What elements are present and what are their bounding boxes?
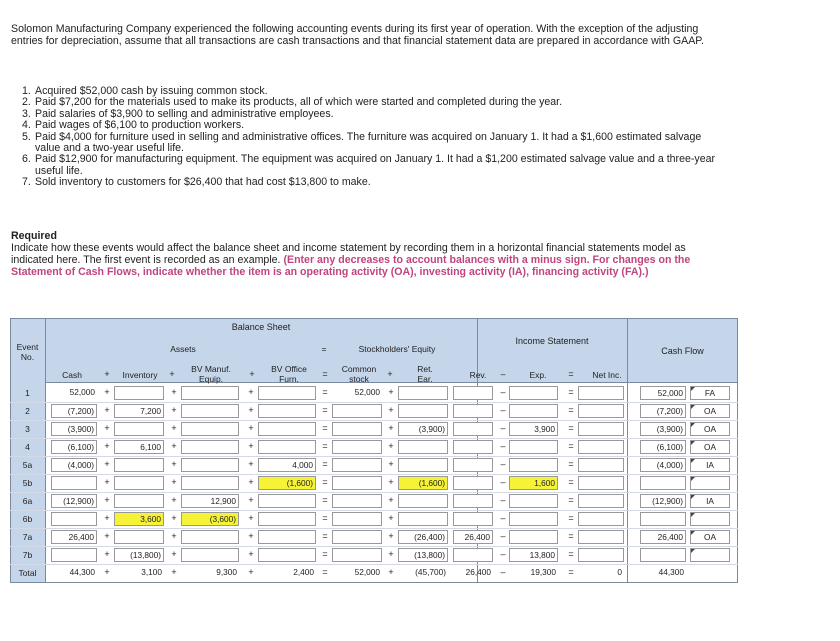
equals-sign: = xyxy=(322,477,328,487)
ret-earnings-header: Ret. xyxy=(417,364,433,374)
plus-sign: + xyxy=(104,441,110,451)
ret-input[interactable] xyxy=(398,494,448,508)
equals-sign: = xyxy=(322,531,328,541)
cash-input[interactable] xyxy=(51,476,97,490)
row-divider xyxy=(10,492,738,493)
common-input[interactable] xyxy=(332,494,382,508)
cf-input: 44,300 xyxy=(658,567,684,577)
ret-input: (45,700) xyxy=(415,567,446,577)
equals-sign: = xyxy=(322,495,328,505)
inventory-input[interactable]: 3,600 xyxy=(114,512,164,526)
plus-sign: + xyxy=(171,495,177,505)
row-divider xyxy=(10,456,738,457)
plus-sign: + xyxy=(388,423,394,433)
event-number-cell: 6a xyxy=(22,496,33,506)
plus-sign: + xyxy=(104,549,110,559)
row-divider xyxy=(10,546,738,547)
row-divider xyxy=(10,510,738,511)
cf-input[interactable]: (7,200) xyxy=(640,404,686,418)
row-divider xyxy=(10,420,738,421)
plus-sign: + xyxy=(388,549,394,559)
plus-sign: + xyxy=(388,567,394,577)
event-number-cell: 5b xyxy=(22,478,33,488)
equals-sign: = xyxy=(568,567,574,577)
plus-sign: + xyxy=(171,405,177,415)
office-input: 2,400 xyxy=(293,567,314,577)
inventory-input[interactable] xyxy=(114,422,164,436)
event-number-cell: 5a xyxy=(22,460,33,470)
minus-sign: – xyxy=(500,549,506,559)
event-number: 6. xyxy=(22,153,31,166)
cf-input[interactable]: (12,900) xyxy=(640,494,686,508)
common-input: 52,000 xyxy=(354,567,380,577)
manuf-input[interactable] xyxy=(181,440,239,454)
equals-sign: = xyxy=(568,405,574,415)
plus-sign: + xyxy=(104,405,110,415)
cash-input[interactable]: (7,200) xyxy=(51,404,97,418)
financial-statements-model xyxy=(10,318,738,583)
cash-flow-header: Cash Flow xyxy=(661,346,704,356)
minus-sign: – xyxy=(500,387,506,397)
plus-sign: + xyxy=(248,387,254,397)
office-input[interactable] xyxy=(258,530,316,544)
required-instructions xyxy=(11,242,721,279)
equals-sign: = xyxy=(322,387,328,397)
net-income-header: Net Inc. xyxy=(592,370,622,380)
plus-sign: + xyxy=(388,495,394,505)
plus-sign: + xyxy=(104,423,110,433)
plus-sign: + xyxy=(171,477,177,487)
net-input[interactable] xyxy=(578,476,624,490)
cf-input[interactable]: (6,100) xyxy=(640,440,686,454)
equals-sign: = xyxy=(322,549,328,559)
equals-sign: = xyxy=(322,423,328,433)
plus-sign: + xyxy=(249,369,255,379)
event-no-header: No. xyxy=(20,352,35,362)
required-highlight: (Enter any decreases to account balances with a minus sign. For changes on the Statement of Cash Flows, indicate whether the item is an operating activity (OA), investing activity (IA), financing activity (FA).) xyxy=(11,254,691,279)
cash-flow-activity-select[interactable] xyxy=(690,476,730,490)
equals-sign: = xyxy=(568,477,574,487)
plus-sign: + xyxy=(248,459,254,469)
inventory-input[interactable] xyxy=(114,476,164,490)
stockholders-equity-header: Stockholders' Equity xyxy=(358,344,436,354)
plus-sign: + xyxy=(248,441,254,451)
minus-sign: – xyxy=(500,369,506,379)
equals-sign: = xyxy=(322,369,328,379)
common-input[interactable] xyxy=(332,422,382,436)
common-stock-header: Common xyxy=(341,364,377,374)
equals-sign: = xyxy=(568,531,574,541)
plus-sign: + xyxy=(171,441,177,451)
common-input[interactable] xyxy=(332,458,382,472)
common-input[interactable] xyxy=(332,530,382,544)
plus-sign: + xyxy=(248,531,254,541)
cf-input: 52,000 xyxy=(640,386,686,400)
office-input[interactable] xyxy=(258,494,316,508)
cf-input[interactable]: (3,900) xyxy=(640,422,686,436)
net-input[interactable] xyxy=(578,530,624,544)
equals-sign: = xyxy=(322,405,328,415)
event-text: Paid $12,900 for manufacturing equipment. The equipment was acquired on January 1. It had a $1,200 estimated salvage value and a three-year useful life. xyxy=(35,153,716,177)
plus-sign: + xyxy=(104,495,110,505)
event-number-cell: 1 xyxy=(25,388,30,398)
minus-sign: – xyxy=(500,477,506,487)
ret-input[interactable]: (3,900) xyxy=(398,422,448,436)
cash-input[interactable]: (6,100) xyxy=(51,440,97,454)
inventory-input[interactable]: 6,100 xyxy=(114,440,164,454)
inventory-input[interactable]: (13,800) xyxy=(114,548,164,562)
office-input[interactable] xyxy=(258,512,316,526)
plus-sign: + xyxy=(388,405,394,415)
inventory-input[interactable] xyxy=(114,458,164,472)
rev-input[interactable] xyxy=(453,404,493,418)
manuf-input: 9,300 xyxy=(216,567,237,577)
event-number-cell: 4 xyxy=(25,442,30,452)
cash-flow-activity-select[interactable]: OA xyxy=(690,530,730,544)
ret-input[interactable] xyxy=(398,458,448,472)
equals-sign: = xyxy=(568,513,574,523)
plus-sign: + xyxy=(248,477,254,487)
plus-sign: + xyxy=(171,387,177,397)
manuf-input[interactable]: 12,900 xyxy=(181,494,239,508)
inventory-input xyxy=(114,386,164,400)
rev-input: 26,400 xyxy=(465,567,491,577)
row-divider xyxy=(10,474,738,475)
cash-flow-activity-select[interactable]: OA xyxy=(690,422,730,436)
event-text: Paid $7,200 for the materials used to make its products, all of which were started and completed during the year. xyxy=(35,96,563,109)
ret-input[interactable] xyxy=(398,440,448,454)
ret-input[interactable] xyxy=(398,512,448,526)
equals-sign: = xyxy=(322,513,328,523)
common-input: 52,000 xyxy=(354,387,380,397)
net-input[interactable] xyxy=(578,512,624,526)
minus-sign: – xyxy=(500,513,506,523)
plus-sign: + xyxy=(171,459,177,469)
cash-input[interactable]: (3,900) xyxy=(51,422,97,436)
plus-sign: + xyxy=(388,477,394,487)
balance-sheet-header: Balance Sheet xyxy=(231,322,291,332)
event-item xyxy=(22,154,722,177)
cash-input[interactable]: (12,900) xyxy=(51,494,97,508)
cf-input[interactable]: (4,000) xyxy=(640,458,686,472)
net-input: 0 xyxy=(617,567,622,577)
cf-input[interactable]: 26,400 xyxy=(640,530,686,544)
event-number-cell: Total xyxy=(18,568,37,578)
cash-input: 44,300 xyxy=(69,567,95,577)
expense-header: Exp. xyxy=(529,370,547,380)
cf-input[interactable] xyxy=(640,548,686,562)
plus-sign: + xyxy=(248,495,254,505)
minus-sign: – xyxy=(500,441,506,451)
plus-sign: + xyxy=(171,567,177,577)
minus-sign: – xyxy=(500,531,506,541)
cash-flow-activity-select[interactable] xyxy=(690,512,730,526)
inventory-input: 3,100 xyxy=(141,567,162,577)
plus-sign: + xyxy=(171,423,177,433)
common-input[interactable] xyxy=(332,404,382,418)
manuf-input xyxy=(181,386,239,400)
common-input[interactable] xyxy=(332,548,382,562)
rev-input xyxy=(453,386,493,400)
exp-input[interactable] xyxy=(509,512,558,526)
common-input[interactable] xyxy=(332,440,382,454)
cash-input: 52,000 xyxy=(69,387,95,397)
rev-input[interactable] xyxy=(453,458,493,472)
plus-sign: + xyxy=(171,513,177,523)
ret-input[interactable]: (13,800) xyxy=(398,548,448,562)
equals-sign: = xyxy=(568,549,574,559)
event-number: 4. xyxy=(22,119,31,132)
event-number: 1. xyxy=(22,85,31,97)
cf-input[interactable] xyxy=(640,512,686,526)
equals-sign: = xyxy=(322,567,328,577)
equals-header: = xyxy=(321,344,327,354)
bv-manuf-header: BV Manuf. xyxy=(191,364,231,374)
event-number: 3. xyxy=(22,107,31,120)
office-input[interactable] xyxy=(258,440,316,454)
office-input[interactable]: 4,000 xyxy=(258,458,316,472)
equals-sign: = xyxy=(568,369,574,379)
plus-sign: + xyxy=(104,477,110,487)
cash-flow-activity-select[interactable] xyxy=(690,548,730,562)
cash-input[interactable]: (4,000) xyxy=(51,458,97,472)
common-input[interactable] xyxy=(332,512,382,526)
inventory-input[interactable]: 7,200 xyxy=(114,404,164,418)
rev-input[interactable] xyxy=(453,422,493,436)
equals-sign: = xyxy=(568,495,574,505)
net-input[interactable] xyxy=(578,422,624,436)
plus-sign: + xyxy=(248,549,254,559)
revenue-header: Rev. xyxy=(469,370,487,380)
exp-input[interactable]: 3,900 xyxy=(509,422,558,436)
cash-flow-activity-select[interactable]: IA xyxy=(690,494,730,508)
plus-sign: + xyxy=(104,531,110,541)
rev-input[interactable] xyxy=(453,494,493,508)
problem-intro: Solomon Manufacturing Company experienced the following accounting events during its first year of operation. With the exception of the adjusting entries for depreciation, assume that all transactions are cash transactions and that financial statement data are prepared in accordance with GAAP. xyxy=(11,23,704,48)
plus-sign: + xyxy=(104,387,110,397)
net-input[interactable] xyxy=(578,458,624,472)
manuf-input[interactable] xyxy=(181,530,239,544)
cash-input[interactable]: 26,400 xyxy=(51,530,97,544)
manuf-input[interactable] xyxy=(181,458,239,472)
plus-sign: + xyxy=(248,405,254,415)
plus-sign: + xyxy=(388,513,394,523)
rev-input[interactable] xyxy=(453,548,493,562)
equals-sign: = xyxy=(322,441,328,451)
exp-input[interactable] xyxy=(509,440,558,454)
exp-input[interactable]: 1,600 xyxy=(509,476,558,490)
common-stock-header-2: stock xyxy=(349,374,369,384)
required-title: Required xyxy=(11,230,57,242)
event-text: Paid salaries of $3,900 to selling and administrative employees. xyxy=(35,107,334,120)
exp-input[interactable]: 13,800 xyxy=(509,548,558,562)
plus-sign: + xyxy=(248,513,254,523)
cash-col-header: Cash xyxy=(62,370,82,380)
event-number-cell: 2 xyxy=(25,406,30,416)
row-divider xyxy=(10,438,738,439)
required-text: Indicate how these events would affect the balance sheet and income statement by recording them in a horizontal financial statements model as indicated here. The first event is recorded as an example. xyxy=(11,242,686,267)
common-input[interactable] xyxy=(332,476,382,490)
row-divider xyxy=(10,564,738,565)
plus-sign: + xyxy=(169,369,175,379)
ret-earnings-header-2: Ear. xyxy=(417,374,433,384)
event-number: 5. xyxy=(22,130,31,143)
rev-input[interactable]: 26,400 xyxy=(453,530,493,544)
row-divider xyxy=(10,528,738,529)
ret-input[interactable] xyxy=(398,404,448,418)
equals-sign: = xyxy=(568,459,574,469)
exp-input[interactable] xyxy=(509,404,558,418)
ret-input[interactable]: (26,400) xyxy=(398,530,448,544)
cash-flow-activity-select[interactable]: OA xyxy=(690,404,730,418)
cash-input[interactable] xyxy=(51,512,97,526)
plus-sign: + xyxy=(104,459,110,469)
plus-sign: + xyxy=(248,423,254,433)
bv-manuf-header-2: Equip. xyxy=(198,374,224,384)
assets-header: Assets xyxy=(170,344,196,354)
income-statement-header: Income Statement xyxy=(515,336,589,346)
exp-input[interactable] xyxy=(509,530,558,544)
inventory-input[interactable] xyxy=(114,494,164,508)
cash-flow-activity-select: FA xyxy=(690,386,730,400)
event-text: Sold inventory to customers for $26,400 that had cost $13,800 to make. xyxy=(35,176,371,189)
net-input[interactable] xyxy=(578,440,624,454)
net-input[interactable] xyxy=(578,404,624,418)
cash-flow-activity-select[interactable]: IA xyxy=(690,458,730,472)
net-input xyxy=(578,386,624,400)
cash-input[interactable] xyxy=(51,548,97,562)
minus-sign: – xyxy=(500,495,506,505)
bv-office-header: BV Office xyxy=(271,364,307,374)
office-input xyxy=(258,386,316,400)
office-input[interactable] xyxy=(258,548,316,562)
exp-input xyxy=(509,386,558,400)
minus-sign: – xyxy=(500,423,506,433)
event-number-cell: 6b xyxy=(22,514,33,524)
exp-input[interactable] xyxy=(509,458,558,472)
event-text: Paid $4,000 for furniture used in selling and administrative offices. The furniture was acquired on January 1. It had a $1,600 estimated salvage value and a two-year useful life. xyxy=(35,130,702,155)
event-list xyxy=(22,86,722,189)
inventory-col-header: Inventory xyxy=(122,370,158,380)
event-header: Event xyxy=(16,342,39,352)
rev-input[interactable] xyxy=(453,512,493,526)
event-text: Acquired $52,000 cash by issuing common stock. xyxy=(35,85,268,97)
event-number-cell: 7a xyxy=(22,532,33,542)
event-item xyxy=(22,132,722,155)
manuf-input[interactable] xyxy=(181,404,239,418)
plus-sign: + xyxy=(248,567,254,577)
equals-sign: = xyxy=(568,423,574,433)
plus-sign: + xyxy=(387,369,393,379)
plus-sign: + xyxy=(104,369,110,379)
equals-sign: = xyxy=(568,441,574,451)
exp-input[interactable] xyxy=(509,494,558,508)
manuf-input[interactable] xyxy=(181,422,239,436)
equals-sign: = xyxy=(568,387,574,397)
cash-flow-activity-select[interactable]: OA xyxy=(690,440,730,454)
plus-sign: + xyxy=(388,531,394,541)
manuf-input[interactable]: (3,600) xyxy=(181,512,239,526)
event-number-cell: 3 xyxy=(25,424,30,434)
row-divider xyxy=(10,402,738,403)
net-input[interactable] xyxy=(578,548,624,562)
plus-sign: + xyxy=(171,549,177,559)
office-input[interactable] xyxy=(258,404,316,418)
event-number: 7. xyxy=(22,176,31,189)
net-input[interactable] xyxy=(578,494,624,508)
rev-input[interactable] xyxy=(453,476,493,490)
office-input[interactable] xyxy=(258,422,316,436)
minus-sign: – xyxy=(500,459,506,469)
minus-sign: – xyxy=(500,567,506,577)
exp-input: 19,300 xyxy=(530,567,556,577)
plus-sign: + xyxy=(104,567,110,577)
event-number: 2. xyxy=(22,96,31,109)
plus-sign: + xyxy=(388,441,394,451)
manuf-input[interactable] xyxy=(181,548,239,562)
plus-sign: + xyxy=(388,459,394,469)
bv-office-header-2: Furn. xyxy=(279,374,299,384)
cf-input[interactable] xyxy=(640,476,686,490)
event-number-cell: 7b xyxy=(22,550,33,560)
minus-sign: – xyxy=(500,405,506,415)
office-input[interactable]: (1,600) xyxy=(258,476,316,490)
rev-input[interactable] xyxy=(453,440,493,454)
plus-sign: + xyxy=(171,531,177,541)
inventory-input[interactable] xyxy=(114,530,164,544)
ret-input[interactable]: (1,600) xyxy=(398,476,448,490)
plus-sign: + xyxy=(388,387,394,397)
event-item xyxy=(22,177,722,188)
event-text: Paid wages of $6,100 to production workers. xyxy=(35,119,245,132)
manuf-input[interactable] xyxy=(181,476,239,490)
ret-input xyxy=(398,386,448,400)
plus-sign: + xyxy=(104,513,110,523)
equals-sign: = xyxy=(322,459,328,469)
